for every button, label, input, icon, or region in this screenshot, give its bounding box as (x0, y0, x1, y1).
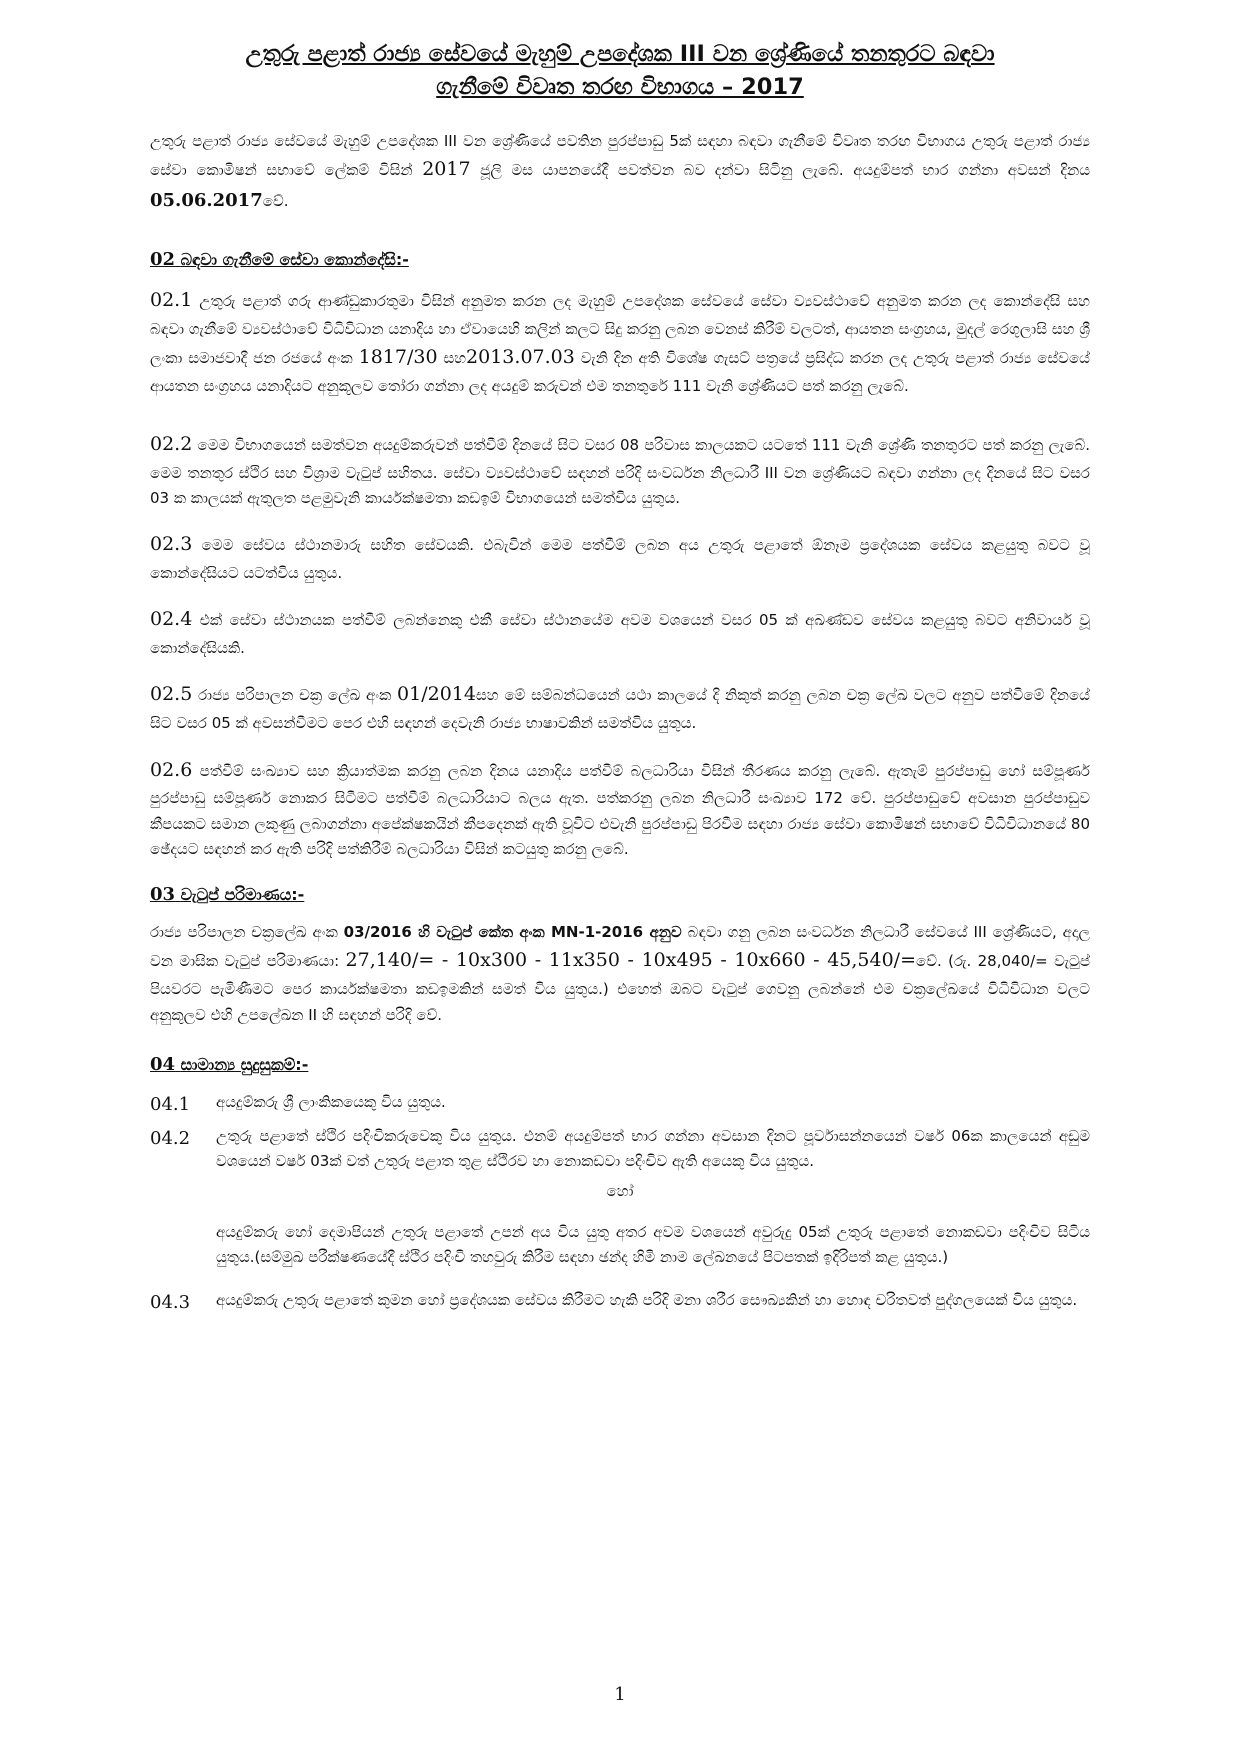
paragraph-02-3: 02.3 මෙම සේවය ස්ථානමාරු සහිත සේවයකි. එබැවින් මෙම පත්වීම් ලබන අය උතුරු පළාතේ ඕනෑම ප්‍රදේශයක සේවය කළයුතු බවට වූ කොන්දේසියට යටත්විය යුතුය. (150, 533, 1090, 583)
salary-paragraph: රාජ්‍ය පරිපාලන චක්‍රලේඛ අංක 03/2016 හි වැටුප් කේත අංක MN-1-2016 අනුව බඳවා ගනු ලබන සංවර්ධන නිලධාරී සේවයේ III ශ්‍රේණියට, අදාල වන මාසික වැටුප් පරිමාණයා: 27,140/= - 10x300 - 11x350 - 10x495 - 10x660 - 45,540/=වේ. (රු. 28,040/= වැටුප් පියවරට පැමිණීමට පෙර කාර්යක්ෂමතා කඩඉමකින් සමත් විය යුතුය.) එහෙත් ඔබට වැටුප් ගෙවනු ලබන්නේ එම චක්‍රලේඛයේ විධිවිධාන වලට අනුකූලව එහි උපලේඛන II හි සඳහන් පරිදි වේ. (150, 923, 1090, 1024)
item-04-1: 04.1 අයදුම්කරු ශ්‍රී ලාංකිකයෙකු විය යුතුය. (150, 1092, 446, 1115)
paragraph-02-1: 02.1 උතුරු පළාත් ගරු ආණ්ඩුකාරතුමා විසින් අනුමත කරන ලද මැහුම් උපදේශක සේවයේ සේවා ව්‍යවස්ථාවේ අනුමත කරන ලද කොන්දේසි සහ බඳවා ගැනීමේ ව්‍යවස්ථාවේ විධිවිධාන යනාදිය හා ඒවායෙහි කලින් කලට සිදු කරනු ලබන වෙනස් කිරීම් වලටත්, ආයතන සංග්‍රහය, මුදල් රෙගුලාසි සහ ශ්‍රී ලංකා සමාජවාදී ජන රජයේ අංක 1817/30 සහ2013.07.03 වැනි දින අති විශේෂ ගැසට් පත්‍රයේ ප්‍රසිද්ධ කරන ලද උතුරු පළාත් රාජ්‍ය සේවයේ ආයතන සංග්‍රහය යනාදියට අනුකූලව තෝරා ගන්නා ලද අයදුම් කරුවන් එම තනතුරේ 111 වැනි ශ්‍රේණියට පත් කරනු ලැබේ. (150, 288, 1090, 395)
gazette-date: 2013.07.03 (466, 345, 575, 368)
section-2-heading: 02 බඳවා ගැනීමේ සේවා කොන්දේසි:- (150, 248, 409, 270)
item-04-3: 04.3 අයදුම්කරු උතුරු පළාතේ කුමන හෝ ප්‍රදේශයක සේවය කිරීමට හැකි පරිදි මනා ශරීර සෞඛ්‍යකින් හා හොඳ චරිතවත් පුද්ගලයෙක් විය යුතුය. (150, 1291, 1078, 1314)
document-title (150, 38, 1090, 103)
salary-scale: 27,140/= - 10x300 - 11x350 - 10x495 - 10x660 - 45,540/= (345, 949, 917, 972)
intro-paragraph: උතුරු පළාත් රාජ්‍ය සේවයේ මැහුම් උපදේශක III වන ශ්‍රේණියේ පවතින පුරප්පාඩු 5ක් සඳහා බඳවා ගැනීමේ විවෘත තරඟ විභාගය උතුරු පළාත් රාජ්‍ය සේවා කොමිෂන් සභාවේ ලේකම් විසින් 2017 ජූලි මස යාපනයේදී පවත්වන බව දන්වා සිටිනු ලැබේ. අයදුම්පත් භාර ගන්නා අවසන් දිනය 05.06.2017වේ. (150, 132, 1090, 212)
section-3-heading: 03 වැටුප් පරිමාණය:- (150, 884, 305, 906)
salary-code: 03/2016 හි වැටුප් කේත අංක MN-1-2016 අනුව (343, 923, 682, 942)
item-04-2: 04.2 උතුරු පළාතේ ස්ථිර පදිංචිකරුවෙකු විය යුතුය. එනම් අයදුම්පත් භාර ගන්නා අවසාන දිනට පූර්වාසන්නයෙන් වර්ෂ 06ක කාලයෙන් අඩුම වශයෙන් වර්ෂ 03ක් වත් උතුරු පළාත තුළ ස්ථිරව හා නොකඩවා පදිංචිව ඇති අයෙකු විය යුතුය. (150, 1127, 1090, 1171)
alternative-residency-text: අයදුම්කරු හෝ දෙමාපියන් උතුරු පළාතේ උපන් අය විය යුතු අතර අවම වශයෙන් අවුරුදු 05ක් උතුරු පළාතේ නොකඩවා පදිංචිව සිටිය යුතුය.(සම්මුඛ පරීක්ෂණයේදී ස්ථිර පදිංචි තහවුරු කිරීම සඳහා ඡන්ද හිමි නාම ලේඛනයේ පිටපතක් ඉදිරිපත් කළ යුතුය.) (216, 1222, 1090, 1266)
intro-year: 2017 (422, 158, 471, 181)
paragraph-02-6: 02.6 පත්වීම් සංඛ්‍යාව සහ ක්‍රියාත්මක කරනු ලබන දිනය යනාදිය පත්වීම් බලධාරියා විසින් තීරණය කරනු ලැබේ. ඇතැම් පුරප්පාඩු හෝ සම්පූර්ණ පුරප්පාඩු සම්පූර්ණ නොකර සිටීමට පත්වීම් බලධාරියාට බලය ඇත. පත්කරනු ලබන නිලධාරී සංඛ්‍යාව 172 වේ. පුරප්පාඩුවේ අවසාන පුරප්පාඩුව කීපයකට සමාන ලකුණු ලබාගන්නා අපේක්ෂකයින් කීපදෙනක් ඇති වූවිට එවැනි පුරප්පාඩු පිරවීම සඳහා රාජ්‍ය සේවා කොමිෂන් සභාවේ විධිවිධානයේ 80 ඡේදයට සඳහන් කර ඇති පරිදි පත්කිරීම් බලධාරියා විසින් කටයුතු කරනු ලබේ. (150, 758, 1090, 858)
paragraph-02-2: 02.2 මෙම විභාගයෙන් සමත්වන අයදුම්කරුවන් පත්වීම් දිනයේ සිට වසර 08 පරිවාස කාලයකට යටතේ 111 වැනි ශ්‍රේණි තනතුරට පත් කරනු ලැබේ. මෙම තනතුර ස්ථිර සහ විශ්‍රාම වැටුප් සහිතය. සේවා ව්‍යවස්ථාවේ සඳහන් පරිදි සංවර්ධන නිලධාරී III වන ශ්‍රේණියට බඳවා ගන්නා ලද දිනයේ සිට වසර 03 ක කාලයක් ඇතුලත පළමුවැනි කාර්යක්ෂමතා කඩඉම් විභාගයෙන් සමත්විය යුතුය. (150, 433, 1090, 508)
title-line-1: උතුරු පළාත් රාජ්‍ය සේවයේ මැහුම් උපදේශක III වන ශ්‍රේණියේ තනතුරට බඳවා (245, 41, 995, 67)
paragraph-02-4: 02.4 එක් සේවා ස්ථානයක පත්වීම් ලබන්නෙකු එකී සේවා ස්ථානයේම අවම වශයෙන් වසර 05 ක් අඛණ්ඩව සේවය කළයුතු බවට අනිවාර්ය වූ කොන්දේසියකි. (150, 608, 1090, 658)
gazette-number: 1817/30 (358, 345, 438, 368)
paragraph-02-5: 02.5 රාජ්‍ය පරිපාලන චක්‍ර ලේඛ අංක 01/2014සහ මේ සම්බන්ධයෙන් යථා කාලයේ දි නිකුත් කරනු ලබන චක්‍ර ලේඛ වලට අනුව පත්වීමේ දිනයේ සිට වසර 05 ක් අවසන්වීමට පෙර එහි සඳහන් දෙවැනි රාජ්‍ය භාෂාවකින් සමත්විය යුතුය. (150, 683, 1090, 733)
or-separator: හෝ (606, 1181, 634, 1200)
title-line-2: ගැනීමේ විවෘත තරඟ විභාගය – 2017 (436, 73, 804, 100)
section-4-heading: 04 සාමාන්‍ය සුදුසුකම්:- (150, 1053, 309, 1075)
closing-date: 05.06.2017 (150, 190, 263, 212)
circular-number: 01/2014 (397, 683, 476, 706)
page-number: 1 (614, 1684, 626, 1705)
